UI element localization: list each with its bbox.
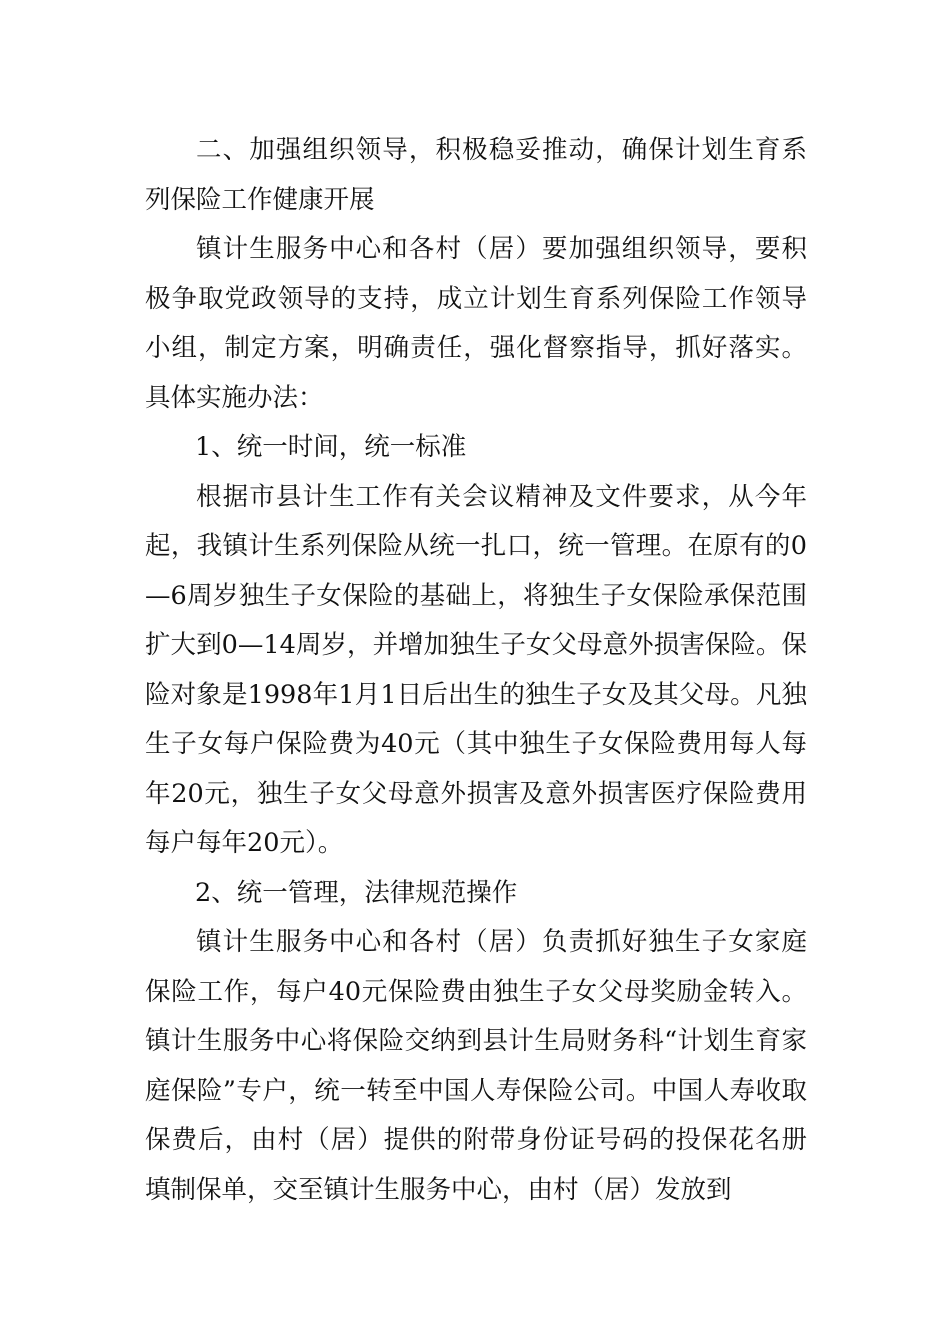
body-paragraph: 镇计生服务中心和各村（居）负责抓好独生子女家庭保险工作，每户40元保险费由独生子女父母奖励金转入。镇计生服务中心将保险交纳到县计生局财务科“计划生育家庭保险”专户，统一转至中国人寿保险公司。中国人寿收取保费后，由村（居）提供的附带身份证号码的投保花名册填制保单，交至镇计生服务中心，由村（居）发放到	[145, 927, 807, 1205]
document-body	[145, 126, 807, 1215]
item-heading: 1、统一时间，统一标准	[195, 432, 467, 462]
section-heading: 二、加强组织领导，积极稳妥推动，确保计划生育系列保险工作健康开展	[145, 135, 807, 215]
body-paragraph: 镇计生服务中心和各村（居）要加强组织领导，要积极争取党政领导的支持，成立计划生育系列保险工作领导小组，制定方案，明确责任，强化督察指导，抓好落实。具体实施办法：	[145, 234, 807, 413]
body-paragraph: 根据市县计生工作有关会议精神及文件要求，从今年起，我镇计生系列保险从统一扎口，统一管理。在原有的0—6周岁独生子女保险的基础上，将独生子女保险承保范围扩大到0—14周岁，并增加独生子女父母意外损害保险。保险对象是1998年1月1日后出生的独生子女及其父母。凡独生子女每户保险费为40元（其中独生子女保险费用每人每年20元，独生子女父母意外损害及意外损害医疗保险费用每户每年20元）。	[145, 481, 807, 858]
item-heading: 2、统一管理，法律规范操作	[195, 877, 518, 908]
